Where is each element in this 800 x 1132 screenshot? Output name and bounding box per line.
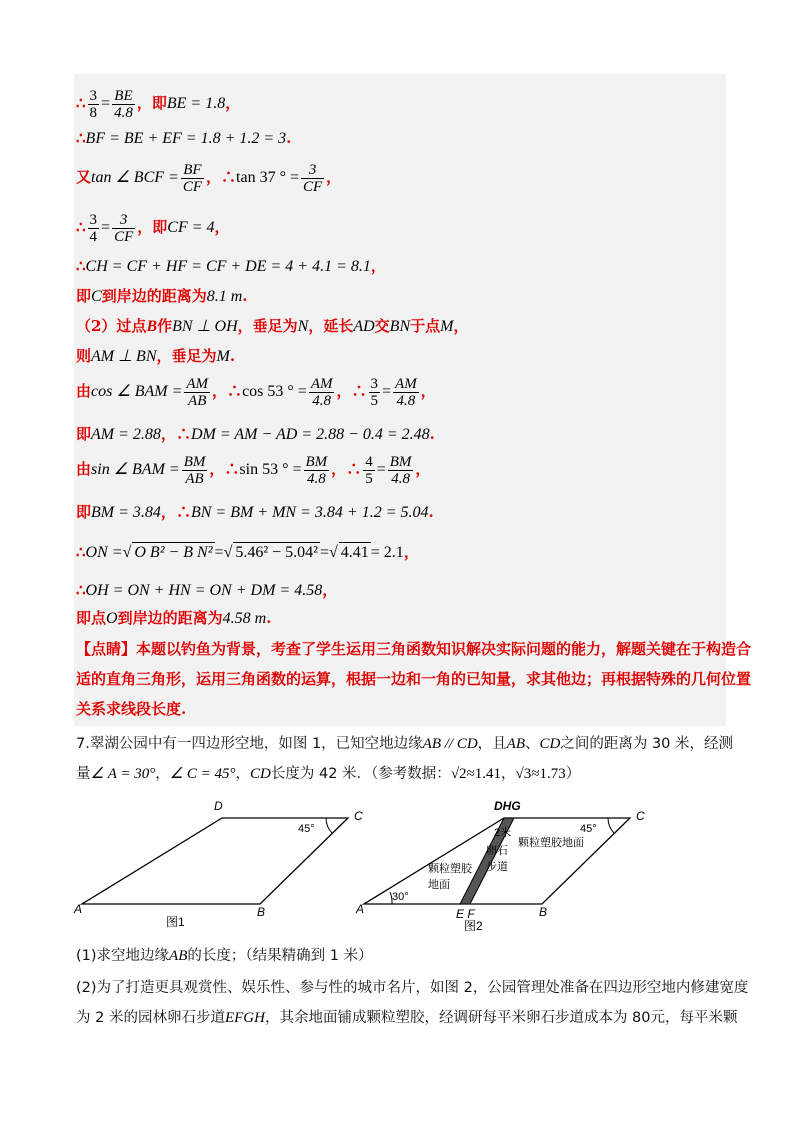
solution-line-12 [76, 502, 434, 523]
text: ， [155, 766, 170, 782]
text: 即点 [76, 609, 107, 627]
therefore-symbol: ∴ [224, 460, 240, 478]
fraction: $\frac{AM}{4.8}$ [395, 375, 417, 409]
angle-c-arc [326, 818, 332, 833]
separator: ， [212, 382, 228, 400]
variable: M [216, 348, 230, 365]
therefore-symbol: ∴ [76, 543, 86, 561]
figure-caption: 图2 [464, 919, 483, 933]
expression: AM = 2.88 [91, 426, 161, 443]
text: 之间的距离为 30 米，经测 [560, 736, 734, 752]
text: 即 [76, 425, 92, 443]
solution-line-11 [76, 452, 430, 487]
text: （2）过点 [76, 317, 147, 335]
fraction: $\frac{AM}{AB}$ [186, 375, 209, 409]
text: ） [565, 766, 581, 782]
expression: CF = 4 [167, 219, 215, 236]
expression: tan 37 ° = [236, 169, 299, 186]
angle-label-c: 45° [580, 823, 597, 835]
fraction: $\frac{BM}{4.8}$ [389, 453, 412, 487]
text: 为 2 米的园林卵石步道 [76, 1010, 225, 1026]
sqrt-icon: √ [223, 544, 233, 561]
therefore-symbol: ∴ [175, 503, 191, 521]
solution-line-5 [76, 256, 386, 277]
text: ， [235, 766, 251, 782]
fraction: $\frac{BM}{4.8}$ [305, 453, 328, 487]
variable: N [297, 318, 309, 335]
variable: C [91, 288, 102, 305]
expression: BF = BE + EF = 1.8 + 1.2 = 3 [85, 130, 287, 147]
expression: BE = 1.8 [166, 95, 226, 112]
therefore-symbol: ∴ [221, 168, 237, 186]
label-b: B [257, 905, 266, 919]
expression: OH = ON + HN = ON + DM = 4.58 [85, 582, 323, 599]
value: 8.1 m [206, 288, 243, 305]
label-a: A [356, 902, 365, 916]
text: 长度为 42 米．（参考数据： [270, 766, 451, 782]
variable: M [440, 318, 454, 335]
note-line-3: 关系求线段长度. [76, 700, 187, 718]
text: 即 [152, 218, 168, 236]
ground-label-left-1: 颗粒塑胶 [428, 863, 472, 875]
value: 4.58 m [222, 610, 267, 627]
separator: ， [137, 218, 153, 236]
variable: AD [353, 318, 375, 335]
label-b: B [539, 905, 548, 919]
question-1 [76, 946, 373, 966]
figure-1 [70, 796, 370, 936]
text: 、 [525, 736, 540, 752]
expression: ∠ C = 45° [169, 766, 236, 782]
text: 即 [76, 287, 92, 305]
label-a: A [74, 902, 83, 916]
path-width-label: 2米 [494, 827, 512, 839]
text: ，延长 [308, 317, 354, 335]
path-label-2: 步道 [486, 861, 508, 873]
label-dhg: DHG [494, 799, 521, 813]
separator: ， [322, 581, 338, 599]
separator: ， [403, 543, 419, 561]
fraction: $\frac{3}{CF}$ [114, 211, 134, 245]
equals: = [376, 461, 386, 478]
separator: ， [453, 317, 469, 335]
solution-line-10 [76, 424, 435, 445]
fraction: $\frac{3}{4}$ [89, 211, 98, 245]
expression: AM ⊥ BN [91, 348, 157, 365]
fraction: $\frac{BE}{4.8}$ [114, 87, 133, 121]
solution-line-9 [76, 374, 436, 409]
expression: BN = BM + MN = 3.84 + 1.2 = 5.04 [190, 504, 429, 521]
therefore-symbol: ∴ [76, 257, 86, 275]
separator: ， [415, 460, 431, 478]
separator: ， [336, 382, 352, 400]
variable: CD [539, 736, 561, 752]
expression: sin ∠ BAM = [91, 461, 180, 478]
text: 的长度；（结果精确到 1 米） [187, 948, 373, 964]
fraction: $\frac{3}{8}$ [89, 87, 98, 121]
text: 则 [76, 347, 92, 365]
solution-line-8 [76, 346, 235, 367]
expression: cos 53 ° = [242, 383, 307, 400]
separator: ， [326, 168, 342, 186]
variable: B [146, 318, 158, 335]
therefore-symbol: ∴ [76, 218, 86, 236]
angle-c-arc [608, 818, 614, 833]
separator: . [242, 287, 248, 305]
variable: EFGH [224, 1010, 265, 1026]
angle-label: 45° [298, 823, 315, 835]
separator: ， [160, 503, 176, 521]
expression: CH = CF + HF = CF + DE = 4 + 4.1 = 8.1 [85, 258, 371, 275]
text: 作 [157, 317, 173, 335]
therefore-symbol: ∴ [76, 129, 86, 147]
expression: cos ∠ BAM = [91, 383, 183, 400]
expression: BN ⊥ OH [172, 318, 238, 335]
text: 交 [374, 317, 390, 335]
text: 又 [76, 168, 92, 186]
equals: = [101, 95, 111, 112]
separator: ， [160, 425, 176, 443]
separator: . [428, 503, 434, 521]
question-2-line-1: (2)为了打造更具观赏性、娱乐性、参与性的城市名片，如图 2，公园管理处准备在四边形空地内修建宽度 [76, 980, 749, 996]
separator: . [229, 347, 236, 365]
path-label-1: 卵石 [486, 845, 508, 857]
separator: . [286, 129, 292, 147]
text: 量 [76, 766, 91, 782]
therefore-symbol: ∴ [76, 581, 86, 599]
problem-line-1 [76, 734, 733, 754]
label-ef: E F [456, 907, 475, 921]
solution-line-6 [76, 286, 248, 307]
sqrt-icon: √ [329, 544, 338, 561]
text: 到岸边的距离为 [117, 609, 223, 627]
separator: ， [370, 257, 386, 275]
separator: ， [136, 94, 152, 112]
label-d: D [214, 799, 223, 813]
variable: AB [506, 736, 525, 752]
expression: DM = AM − AD = 2.88 − 0.4 = 2.48 [190, 426, 430, 443]
text: 即 [76, 503, 92, 521]
expression: ∠ A = 30° [90, 766, 156, 782]
separator: ， [331, 460, 347, 478]
solution-line-15 [76, 608, 271, 629]
separator: ， [206, 168, 222, 186]
solution-line-1 [76, 86, 240, 121]
text: ，其余地面铺成颗粒塑胶，经调研每平米卵石步道成本为 80元，每平米颗 [264, 1010, 738, 1026]
expression: tan ∠ BCF = [91, 169, 179, 186]
ground-label-left-2: 地面 [428, 879, 450, 891]
variable: O [106, 610, 118, 627]
text: 由 [76, 382, 92, 400]
equals: = [214, 544, 224, 561]
therefore-symbol: ∴ [227, 382, 243, 400]
variable: BN [389, 318, 411, 335]
question-2-line-2 [76, 1008, 738, 1028]
text: ， [501, 766, 516, 782]
label-c: C [354, 809, 363, 823]
expression: AB // CD [422, 736, 478, 752]
therefore-symbol: ∴ [351, 382, 367, 400]
ground-label-right: 颗粒塑胶地面 [518, 837, 584, 849]
solution-line-13 [76, 542, 419, 563]
text: 由 [76, 460, 92, 478]
text: 于点 [410, 317, 441, 335]
text: ，且 [477, 736, 507, 752]
variable: AB [169, 948, 188, 964]
text: ，垂足为 [237, 317, 298, 335]
problem-line-2 [76, 764, 580, 784]
note-line-2: 适的直角三角形，运用三角函数的运算，根据一边和一角的已知量，求其他边；再根据特殊的几何位置 [76, 670, 752, 688]
expression: BM = 3.84 [91, 504, 161, 521]
figure-caption: 图1 [166, 915, 185, 929]
label-c: C [636, 809, 645, 823]
text: ，垂足为 [156, 347, 217, 365]
separator: ， [214, 218, 230, 236]
note-line-1: 【点睛】本题以钓鱼为背景，考查了学生运用三角函数知识解决实际问题的能力，解题关键在于构造合 [76, 640, 752, 658]
solution-line-14 [76, 580, 337, 601]
solution-line-7 [76, 316, 468, 337]
separator: . [429, 425, 435, 443]
radicand: 5.46² − 5.04² [235, 544, 318, 561]
fraction: $\frac{3}{5}$ [370, 375, 379, 409]
separator: ， [225, 94, 241, 112]
reference-value: √2≈1.41 [450, 766, 502, 782]
radicand: 4.41 [340, 544, 369, 561]
fraction: $\frac{BF}{CF}$ [182, 161, 202, 195]
radicand: O B² − B N² [134, 544, 213, 561]
expression: ON = [85, 544, 123, 561]
separator: . [266, 609, 272, 627]
equals: = [319, 544, 329, 561]
separator: ， [209, 460, 225, 478]
separator: ， [420, 382, 436, 400]
equals: = [382, 383, 392, 400]
fraction: $\frac{AM}{4.8}$ [310, 375, 333, 409]
variable: CD [250, 766, 271, 782]
text: 7.翠湖公园中有一四边形空地，如图 1，已知空地边缘 [76, 736, 423, 752]
therefore-symbol: ∴ [175, 425, 191, 443]
therefore-symbol: ∴ [346, 460, 362, 478]
angle-label-a: 30° [392, 891, 409, 903]
text: 到岸边的距离为 [101, 287, 207, 305]
fraction: $\frac{BM}{AB}$ [183, 453, 206, 487]
reference-value: √3≈1.73 [515, 766, 566, 782]
text: (1)求空地边缘 [76, 948, 170, 964]
solution-line-2 [76, 128, 291, 149]
sqrt-icon: √ [122, 544, 132, 561]
solution-line-3 [76, 160, 341, 195]
fraction: $\frac{3}{CF}$ [303, 161, 323, 195]
fraction: $\frac{4}{5}$ [365, 453, 373, 487]
text: 即 [151, 94, 167, 112]
therefore-symbol: ∴ [76, 94, 86, 112]
equals: = [101, 219, 111, 236]
expression: sin 53 ° = [239, 461, 302, 478]
expression: = 2.1 [370, 544, 404, 561]
figure-2 [352, 796, 692, 936]
solution-line-4 [76, 210, 230, 245]
